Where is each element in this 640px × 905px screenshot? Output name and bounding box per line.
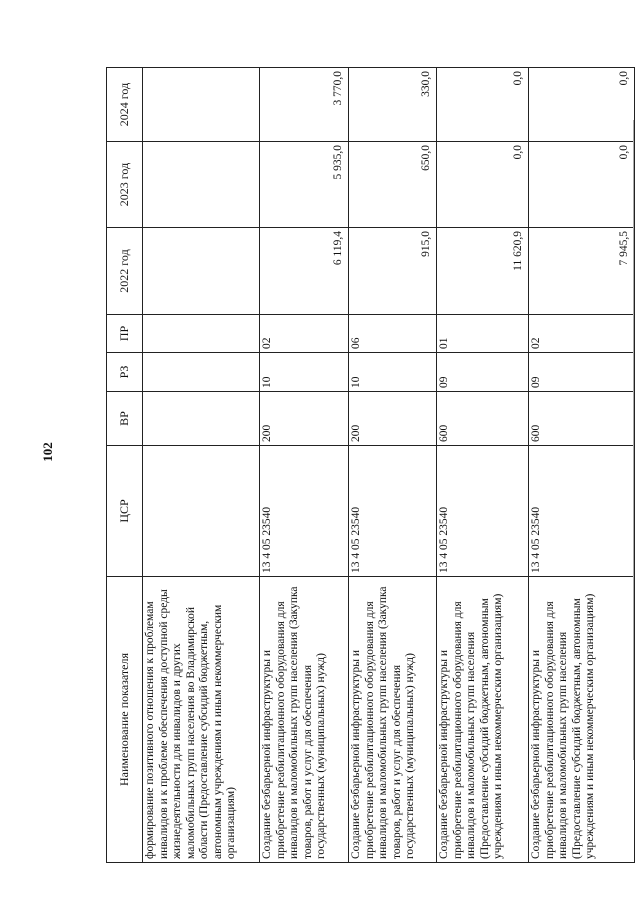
cell-2023: 0,0 xyxy=(437,142,529,228)
cell-name: Создание безбарьерной инфраструктуры и приобретение реабилитационного оборудования для инвалидов и маломобильных групп населения (Предоставление субсидий бюджетным, автономным учреждениям и иным некоммерческим организациям) xyxy=(529,577,635,863)
cell-csr: 13 4 05 23540 xyxy=(437,446,529,577)
header-pr: ПР xyxy=(107,315,143,353)
cell-pr xyxy=(143,315,260,353)
cell-2022: 11 620,9 xyxy=(437,228,529,315)
budget-table xyxy=(106,67,635,863)
table-header-row xyxy=(107,68,143,863)
cell-2023 xyxy=(143,142,260,228)
cell-name: Создание безбарьерной инфраструктуры и приобретение реабилитационного оборудования для инвалидов и маломобильных групп населения (Закупка товаров, работ и услуг для обеспечения государственных (муниципальных) нужд) xyxy=(349,577,437,863)
header-2023: 2023 год xyxy=(107,142,143,228)
cell-csr: 13 4 05 23540 xyxy=(260,446,349,577)
cell-2024 xyxy=(143,68,260,142)
cell-2023: 0,0 xyxy=(529,142,635,228)
cell-2024: 3 770,0 xyxy=(260,68,349,142)
cell-rz: 10 xyxy=(349,353,437,392)
cell-rz xyxy=(143,353,260,392)
cell-name: Создание безбарьерной инфраструктуры и приобретение реабилитационного оборудования для инвалидов и маломобильных групп населения (Закупка товаров, работ и услуг для обеспечения государственных (муниципальных) нужд) xyxy=(260,577,349,863)
cell-pr: 02 xyxy=(260,315,349,353)
cell-2022: 6 119,4 xyxy=(260,228,349,315)
cell-pr: 02 xyxy=(529,315,635,353)
cell-vr xyxy=(143,392,260,446)
cell-2024: 0,0 xyxy=(437,68,529,142)
header-2024: 2024 год xyxy=(107,68,143,142)
cell-2023: 650,0 xyxy=(349,142,437,228)
cell-pr: 06 xyxy=(349,315,437,353)
cell-vr: 200 xyxy=(260,392,349,446)
header-rz: РЗ xyxy=(107,353,143,392)
header-vr: ВР xyxy=(107,392,143,446)
cell-rz: 09 xyxy=(529,353,635,392)
cell-2022: 7 945,5 xyxy=(529,228,635,315)
scan-edge-line xyxy=(633,120,634,760)
page-number: 102 xyxy=(40,442,55,462)
header-name: Наименование показателя xyxy=(107,577,143,863)
table-row xyxy=(529,68,635,863)
cell-rz: 09 xyxy=(437,353,529,392)
header-2022: 2022 год xyxy=(107,228,143,315)
cell-2022: 915,0 xyxy=(349,228,437,315)
cell-2022 xyxy=(143,228,260,315)
cell-vr: 600 xyxy=(437,392,529,446)
cell-csr xyxy=(143,446,260,577)
cell-vr: 200 xyxy=(349,392,437,446)
cell-name: Создание безбарьерной инфраструктуры и приобретение реабилитационного оборудования для инвалидов и маломобильных групп населения (Предоставление субсидий бюджетным, автономным учреждениям и иным некоммерческим организациям) xyxy=(437,577,529,863)
cell-name: формирование позитивного отношения к проблемам инвалидов и к проблеме обеспечения доступной среды жизнедеятельности для инвалидов и других маломобильных групп населения во Владимирской области (Предоставление субсидий бюджетным, автономным учреждениям и иным некоммерческим организациям) xyxy=(143,577,260,863)
rotated-table-wrapper xyxy=(106,68,634,863)
cell-rz: 10 xyxy=(260,353,349,392)
cell-pr: 01 xyxy=(437,315,529,353)
cell-2023: 5 935,0 xyxy=(260,142,349,228)
table-row xyxy=(349,68,437,863)
table-row xyxy=(143,68,260,863)
cell-2024: 0,0 xyxy=(529,68,635,142)
table-row xyxy=(260,68,349,863)
cell-csr: 13 4 05 23540 xyxy=(349,446,437,577)
cell-2024: 330,0 xyxy=(349,68,437,142)
table-row xyxy=(437,68,529,863)
cell-csr: 13 4 05 23540 xyxy=(529,446,635,577)
cell-vr: 600 xyxy=(529,392,635,446)
header-csr: ЦСР xyxy=(107,446,143,577)
